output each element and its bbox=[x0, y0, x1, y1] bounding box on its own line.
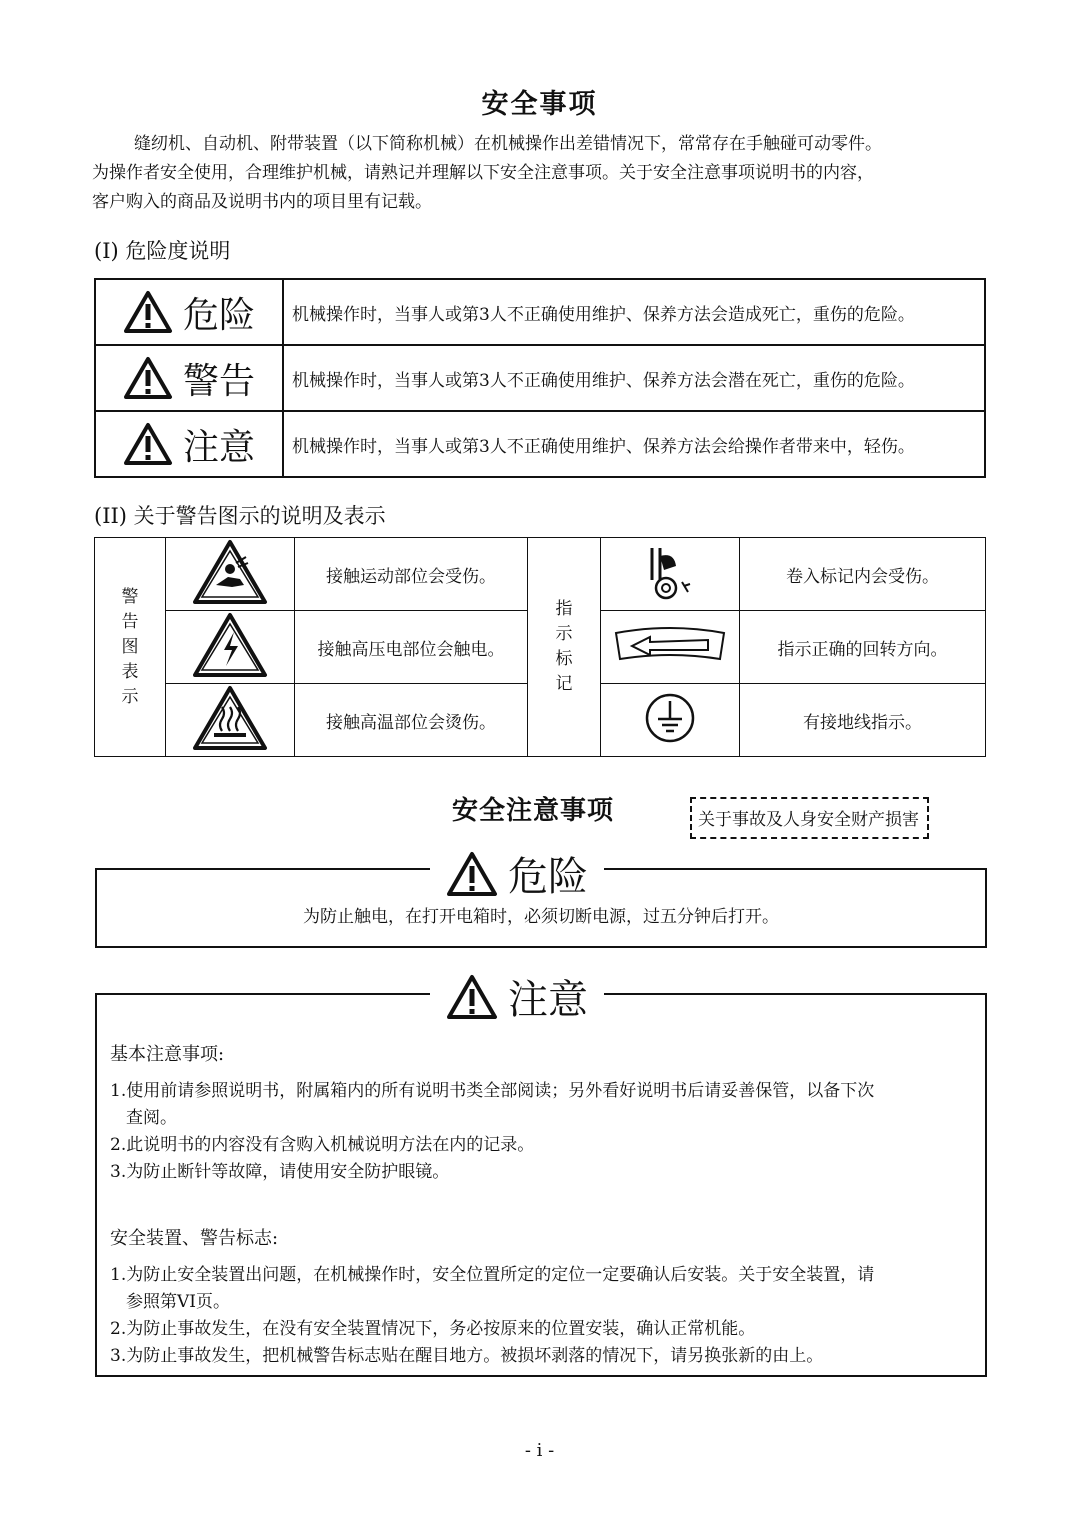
warning-group-label bbox=[95, 538, 166, 757]
warning-text: 接触高压电部位会触电。 bbox=[295, 611, 528, 684]
indicator-text: 卷入标记内会受伤。 bbox=[740, 538, 986, 611]
safety-note-box: 关于事故及人身安全财产损害 bbox=[690, 797, 929, 839]
warning-triangle-icon bbox=[123, 290, 173, 334]
safety-precautions-heading: 安全注意事项 bbox=[452, 796, 615, 826]
hazard-label: 注意 bbox=[182, 426, 255, 468]
danger-banner-label: 危险 bbox=[508, 854, 588, 900]
list-item-continued: 参照第VI页。 bbox=[126, 1292, 230, 1312]
ground-icon bbox=[643, 691, 697, 745]
vertical-char: 告 bbox=[121, 611, 139, 632]
danger-banner bbox=[430, 845, 604, 902]
intro-line: 为操作者安全使用，合理维护机械，请熟记并理解以下安全注意事项。关于安全注意事项说明书的内容， bbox=[92, 163, 874, 183]
hazard-label-cell bbox=[95, 279, 283, 345]
vertical-char: 示 bbox=[555, 624, 573, 644]
basic-precautions-title: 基本注意事项: bbox=[110, 1044, 225, 1065]
indicator-text: 有接地线指示。 bbox=[740, 684, 986, 757]
vertical-char: 图 bbox=[121, 636, 139, 657]
caution-banner-label: 注意 bbox=[508, 977, 588, 1023]
hazard-level-table bbox=[94, 278, 986, 478]
vertical-char: 警 bbox=[121, 586, 139, 607]
page-title: 安全事项 bbox=[481, 89, 598, 120]
list-item: 2.为防止事故发生，在没有安全装置情况下，务必按原来的位置安装，确认正常机能。 bbox=[110, 1319, 756, 1339]
intro-paragraph bbox=[92, 130, 992, 217]
section-heading-warning-graphics: (II) 关于警告图示的说明及表示 bbox=[94, 504, 386, 528]
list-item: 1.使用前请参照说明书，附属箱内的所有说明书类全部阅读；另外看好说明书后请妥善保管，以备下次 bbox=[110, 1081, 875, 1101]
hot-surface-icon bbox=[192, 685, 268, 751]
vertical-char: 指 bbox=[555, 599, 573, 619]
list-item-continued: 查阅。 bbox=[126, 1108, 177, 1128]
warning-icon-cell bbox=[166, 611, 295, 684]
list-item: 2.此说明书的内容没有含购入机械说明方法在内的记录。 bbox=[110, 1135, 535, 1155]
hazard-description: 机械操作时，当事人或第3人不正确使用维护、保养方法会造成死亡，重伤的危险。 bbox=[283, 279, 985, 345]
list-item: 1.为防止安全装置出问题，在机械操作时，安全位置所定的定位一定要确认后安装。关于安全装置，请 bbox=[110, 1265, 875, 1285]
high-voltage-icon bbox=[192, 612, 268, 678]
indicator-icon-cell bbox=[601, 611, 740, 684]
hand-crush-icon bbox=[192, 539, 268, 605]
hazard-label-cell bbox=[95, 411, 283, 477]
warning-graphics-table bbox=[94, 537, 986, 757]
hazard-description: 机械操作时，当事人或第3人不正确使用维护、保养方法会潜在死亡，重伤的危险。 bbox=[283, 345, 985, 411]
table-row bbox=[95, 411, 985, 477]
table-row bbox=[95, 345, 985, 411]
safety-device-list bbox=[110, 1262, 980, 1370]
rotation-direction-icon bbox=[610, 625, 730, 665]
intro-line: 客户购入的商品及说明书内的项目里有记载。 bbox=[92, 192, 432, 212]
basic-precautions-list bbox=[110, 1078, 980, 1186]
list-item: 3.为防止事故发生，把机械警告标志贴在醒目地方。被损坏剥落的情况下，请另换张新的由上。 bbox=[110, 1346, 824, 1366]
danger-text: 为防止触电，在打开电箱时，必须切断电源，过五分钟后打开。 bbox=[303, 907, 779, 927]
warning-triangle-icon bbox=[446, 974, 498, 1020]
warning-icon-cell bbox=[166, 684, 295, 757]
warning-text: 接触运动部位会受伤。 bbox=[295, 538, 528, 611]
indicator-icon-cell bbox=[601, 538, 740, 611]
hazard-label: 警告 bbox=[182, 360, 255, 402]
indicator-group-label bbox=[528, 538, 601, 757]
warning-triangle-icon bbox=[123, 422, 173, 466]
table-row bbox=[95, 279, 985, 345]
warning-text: 接触高温部位会烫伤。 bbox=[295, 684, 528, 757]
hazard-label-cell bbox=[95, 345, 283, 411]
intro-line: 缝纫机、自动机、附带装置（以下简称机械）在机械操作出差错情况下，常常存在手触碰可动零件。 bbox=[134, 134, 882, 154]
hazard-label: 危险 bbox=[182, 294, 255, 336]
warning-triangle-icon bbox=[123, 356, 173, 400]
warning-triangle-icon bbox=[446, 851, 498, 897]
vertical-char: 表 bbox=[121, 661, 139, 682]
caution-banner bbox=[430, 968, 604, 1025]
page-number: - i - bbox=[524, 1440, 555, 1461]
table-row bbox=[95, 538, 986, 611]
entanglement-icon bbox=[640, 542, 700, 602]
list-item: 3.为防止断针等故障，请使用安全防护眼镜。 bbox=[110, 1162, 450, 1182]
indicator-icon-cell bbox=[601, 684, 740, 757]
safety-device-title: 安全装置、警告标志: bbox=[110, 1228, 279, 1249]
vertical-char: 标 bbox=[555, 649, 573, 669]
vertical-char: 记 bbox=[555, 674, 573, 694]
section-heading-hazard-levels: (I) 危险度说明 bbox=[94, 239, 231, 263]
warning-icon-cell bbox=[166, 538, 295, 611]
hazard-description: 机械操作时，当事人或第3人不正确使用维护、保养方法会给操作者带来中，轻伤。 bbox=[283, 411, 985, 477]
indicator-text: 指示正确的回转方向。 bbox=[740, 611, 986, 684]
vertical-char: 示 bbox=[121, 686, 139, 707]
